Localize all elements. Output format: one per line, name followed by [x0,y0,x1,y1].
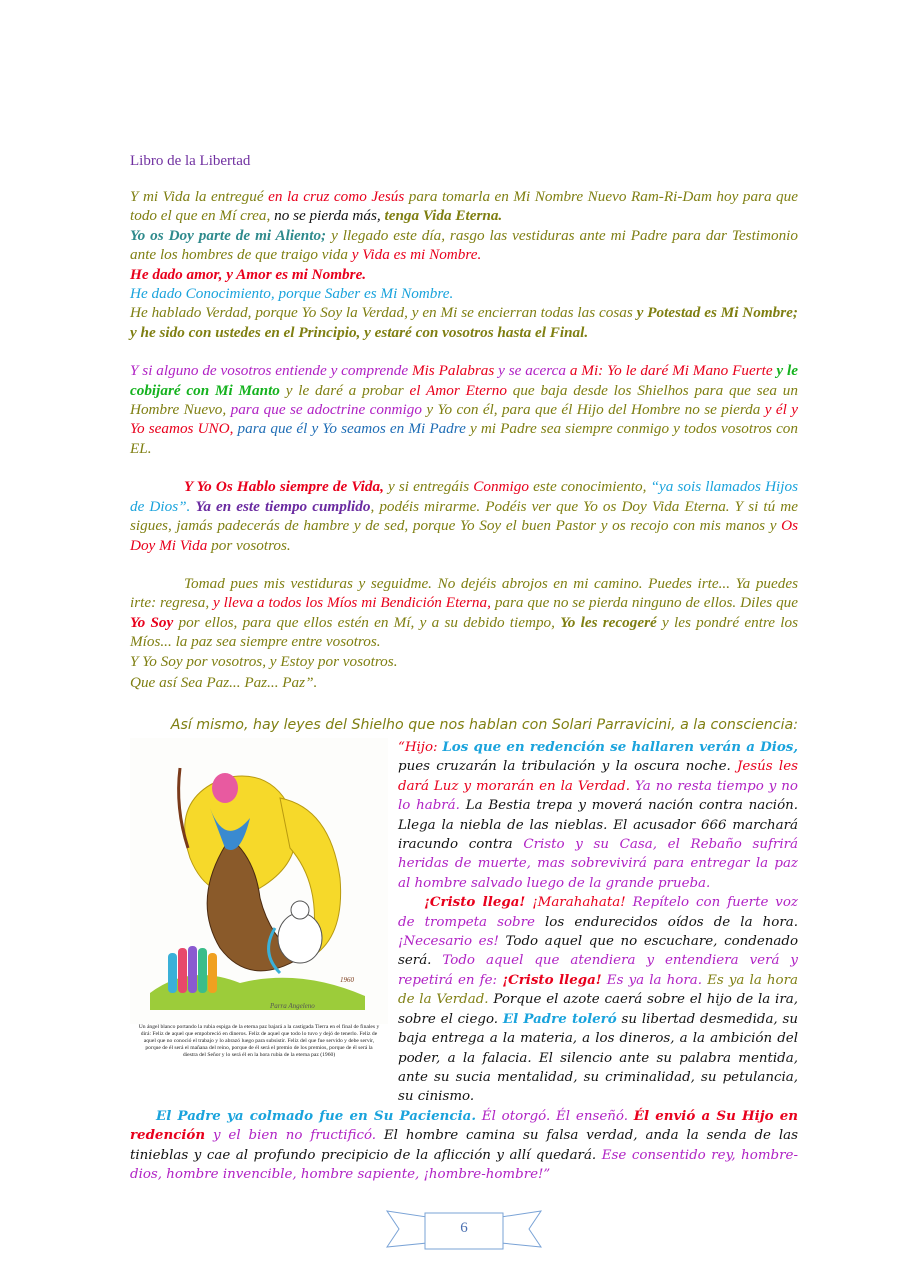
text-run: ¡Cristo llega! [424,894,526,911]
quote-section [130,738,798,1184]
text-run: y llegado este día, rasgo las vestiduras ante mi Padre para dar Testimonio ante los hombres de que traigo vida [130,226,798,264]
text-run: su libertad desmedida, su baja entrega a la materia, a los dineros, a la ambición del poder, a la falacia. El silencio ante su palabra mentida, ante su sucia mentalidad, su criminalidad, su petulancia, su cinismo. [398,1011,799,1105]
text-run: Repítelo con fuerte voz de trompeta sobre [398,895,798,930]
text-run: y Yo con él, para que él Hijo del Hombre no se pierda [421,401,765,419]
text-run: Porque el azote caerá sobre el hijo de la ira, sobre el ciego. [398,992,798,1027]
text-run: por vosotros. [207,536,291,554]
text-run: Y Yo Soy por vosotros, y Estoy por vosotros. [130,652,398,670]
text-run: para que él y Yo seamos en Mi Padre [233,420,466,438]
angel-illustration [130,738,388,1096]
text-run: El hombre camina su falsa verdad, anda la senda de las tinieblas y cae al profundo precipicio de la aflicción y allí quedará. [130,1128,798,1163]
text-run: y si entregáis [383,478,474,496]
text-run: no se pierda más, [274,207,385,225]
text-run: para que no se pierda ninguno de ellos. Diles que [490,594,798,612]
text-run: tenga Vida Eterna. [384,207,503,225]
text-run: ¡Necesario es! [398,934,499,950]
paragraph [130,187,798,342]
text-run: Él envió a Su Hijo en redención [130,1107,798,1144]
text-run: para que se adoctrine conmigo [230,401,422,419]
text-run: y él y Yo seamos UNO, [130,401,798,438]
page-number-ribbon [385,1207,543,1253]
text-run: Es ya la hora de la Verdad. [398,972,798,1008]
text-run: He hablado Verdad, porque Yo Soy la Verdad, y en Mi se encierran todas las cosas [130,304,637,322]
text-run: Los que en redención se hallaren verán a Dios, [442,739,798,755]
text-run: Tomad pues mis vestiduras y seguidme. No dejéis abrojos en mi camino. Puedes irte... Ya puedes irte: regresa, [130,574,798,612]
text-run: Que así Sea Paz... Paz... Paz”. [130,673,318,691]
text-run: y le cobijaré con Mi Manto [130,362,798,399]
text-run: y le daré a probar [279,381,410,399]
message-body [130,187,798,692]
text-run: El Padre toleró [502,1010,617,1027]
text-run: el Amor Eterno [409,381,507,399]
text-run: Cristo y su Casa, el Rebaño sufrirá heridas de muerte, mas sobrevivirá para entregar la paz al hombre salvado luego de la grande prueba. [398,837,798,891]
signature: Parra Angeleno [270,1002,315,1010]
text-run: y se acerca [494,362,570,380]
text-run: Conmigo [473,478,529,496]
page-number: 6 [460,1220,468,1236]
text-run: que baja desde los Shielhos para que sea un Hombre Nuevo, [130,381,798,419]
text-run: ¡Cristo llega! [502,971,602,988]
paragraph [130,477,798,555]
text-run: y mi Padre sea siempre conmigo y todos vosotros con EL. [130,420,798,457]
text-run: Yo les recogeré [560,613,657,631]
text-run: a Mi: Yo le daré Mi Mano Fuerte [569,362,773,380]
text-run: en la cruz como Jesús [268,188,405,205]
intro-line: Así mismo, hay leyes del Shielho que nos hablan con Solari Parravicini, a la consciencia: [170,717,798,733]
text-run: y les pondré entre los Míos... la paz sea siempre entre vosotros. [130,613,799,651]
text-run: Yo Soy [130,613,174,631]
text-run: He dado amor, y Amor es mi Nombre. [130,265,367,283]
text-run: Jesús les dará Luz y morarán en la Verdad. [398,759,798,794]
text-run: Mis Palabras [411,362,495,380]
text-run: Todo aquel que no escuchare, condenado será. [398,934,799,969]
text-run: Yo os Doy parte de mi Aliento; [130,226,327,244]
text-run: para tomarla en Mi Nombre Nuevo Ram-Ri-Dam hoy para que todo el que en Mí crea, [130,188,798,225]
text-run: Os Doy Mi Vida [130,517,798,554]
angel-drawing [130,738,388,1024]
quote-paragraph [130,1107,798,1185]
text-run: Y si alguno de vosotros entiende y comprende [130,362,412,380]
text-run: este conocimiento, [528,478,651,496]
text-run: y Potestad es Mi Nombre; y he sido con ustedes en el Principio, y estaré con vosotros hasta el Final. [130,304,798,341]
text-run: Y mi Vida la entregué [130,188,269,205]
text-run: pues cruzarán la tribulación y la oscura noche. [398,759,738,775]
text-run: Y Yo Os Hablo siempre de Vida, [184,478,384,496]
text-run: Todo aquel que atendiera y entendiera verá y repetirá en fe: [398,953,798,988]
text-run: ¡Marahahata! [525,895,626,911]
text-run: Ya en este tiempo cumplido [195,497,371,515]
text-run: y el bien no fructificó. [205,1128,377,1144]
text-run: , podéis mirarme. Podéis ver que Yo os Doy Vida Eterna. Y si tú me sigues, jamás padecerás de hambre y de sed, porque Yo Soy el buen Pastor y os recojo con mis manos y [130,497,799,535]
text-run: y Vida es mi Nombre. [351,246,482,264]
text-run: El Padre ya colmado fue en Su Paciencia. [156,1107,476,1124]
text-run: He dado Conocimiento, porque Saber es Mi Nombre. [130,285,454,303]
closing-line [130,673,798,692]
text-run: los endurecidos oídos de la hora. [534,914,798,930]
text-run: “Hijo: [398,740,443,755]
text-run: y lleva a todos los Míos mi Bendición Eterna, [213,594,491,612]
paragraph [130,361,798,458]
figure-caption: Un ángel blanco portando la rubia espiga de la eterna paz bajará a la castigada Tierra en el final de finales y dirá: Feliz de aquel que empobreció en dineros. Feliz de aquel que todo lo tuvo y dejó de tenerlo. Feliz de aquel que no conoció el trabajo y lo abrazó luego para subsistir. Feliz del que fue servido y debe servir, porque de él será el mañana del reino, porque de él será el premio de los premios, porque de él será la diestra del Señor y lo será él en la hora rubia de la eterna paz (1960) [138,1024,380,1058]
text-run: Ese consentido rey, hombre-dios, hombre invencible, hombre sapiente, ¡hombre-hombre!” [130,1147,798,1182]
year-mark: 1960 [340,976,354,984]
running-header: Libro de la Libertad [130,153,251,169]
text-run: “ya sois llamados Hijos de Dios”. [130,478,798,515]
text-run: por ellos, para que ellos estén en Mí, y a su debido tiempo, [173,613,561,631]
paragraph [130,574,798,671]
text-run: La Bestia trepa y moverá nación contra nación. Llega la niebla de las nieblas. El acusador 666 marchará iracundo contra [398,798,799,853]
text-run: Él otorgó. Él enseñó. [476,1108,634,1124]
text-run: Ya no resta tiempo y no lo habrá. [398,778,798,814]
text-run: Es ya la hora. [601,972,702,988]
